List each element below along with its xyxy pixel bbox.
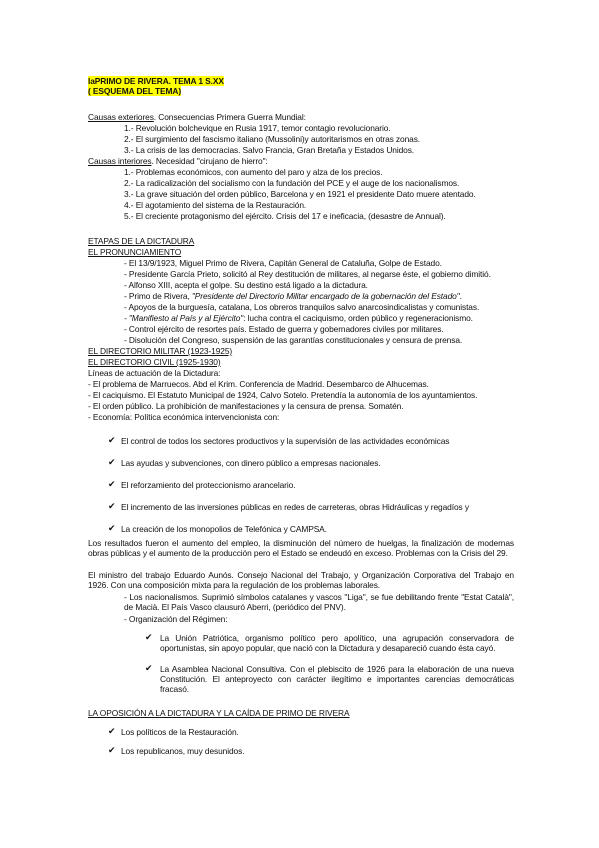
actuacion-item: - El problema de Marruecos. Abd el Krim. Conferencia de Madrid. Desembarco de Alhucemas.: [88, 379, 429, 389]
doc-title: laPRIMO DE RIVERA. TEMA 1 S.XX: [88, 76, 224, 86]
causa-ext-item: 2.- El surgimiento del fascismo italiano (Mussolini)y autoritarismos en otras zonas.: [124, 134, 421, 144]
check-icon: ✔: [108, 479, 116, 489]
causa-int-item: 1.- Problemas económicos, con aumento del paro y alza de los precios.: [124, 167, 383, 177]
check-icon: ✔: [108, 523, 116, 533]
economia-check-item: El incremento de las inversiones públicas en redes de carreteras, obras Hidráulicas y regadíos y: [121, 502, 469, 512]
ministro-paragraph: El ministro del trabajo Eduardo Aunós. Consejo Nacional del Trabajo, y Organización Corporativa del Trabajo en 1926. Con una composición mixta para la regulación de los problemas laborales.: [88, 570, 514, 590]
causa-int-item: 2.- La radicalización del socialismo con la fundación del PCE y el auge de los nacionalismos.: [124, 178, 460, 188]
check-icon: ✔: [108, 726, 116, 736]
oposicion-check-item: Los políticos de la Restauración.: [121, 727, 239, 737]
oposicion-check-item: Los republicanos, muy desunidos.: [121, 746, 245, 756]
check-icon: ✔: [108, 457, 116, 467]
regimen-check-item: La Unión Patriótica, organismo político pero apolítico, una agrupación conservadora de oportunistas, sin apoyo popular, que nació con la Dictadura y desapareció cuando ésta cayó.: [160, 633, 514, 653]
lineas-actuacion: Líneas de actuación de la Dictadura:: [88, 368, 221, 378]
actuacion-item: - El orden público. La prohibición de manifestaciones y la censura de prensa. Somatén.: [88, 401, 404, 411]
causa-int-item: 4.- El agotamiento del sistema de la Restauración.: [124, 200, 307, 210]
pronunciamiento-item: - Presidente García Prieto, solicitó al Rey destitución de militares, al negarse éste, el gobierno dimitió.: [124, 269, 491, 279]
pronunciamiento-item: - El 13/9/1923, Miguel Primo de Rivera, Capitán General de Cataluña, Golpe de Estado.: [124, 258, 442, 268]
pronunciamiento-item-manifiesto: - "Manifiesto al País y al Ejército": lucha contra el caciquismo, orden público y regeneracionismo.: [124, 313, 473, 323]
pronunciamiento-heading: EL PRONUNCIAMIENTO: [88, 247, 182, 257]
check-icon: ✔: [108, 435, 116, 445]
check-icon: ✔: [145, 632, 153, 642]
check-icon: ✔: [108, 501, 116, 511]
causa-ext-item: 1.- Revolución bolchevique en Rusia 1917, temor contagio revolucionario.: [124, 123, 391, 133]
doc-subtitle: ( ESQUEMA DEL TEMA): [88, 86, 182, 96]
directorio-militar-heading: EL DIRECTORIO MILITAR (1923-1925): [88, 346, 233, 356]
directorio-civil-heading: EL DIRECTORIO CIVIL (1925-1930): [88, 357, 221, 367]
causa-ext-item: 3.- La crisis de las democracias. Salvo Francia, Gran Bretaña y Estados Unidos.: [124, 145, 415, 155]
actuacion-item: - El caciquismo. El Estatuto Municipal de 1924, Calvo Sotelo. Pretendía la autonomía de los ayuntamientos.: [88, 390, 478, 400]
regimen-check-item: La Asamblea Nacional Consultiva. Con el plebiscito de 1926 para la elaboración de una nueva Constitución. El anteproyecto con carácter ilegítimo e importantes carencias democráticas fracasó.: [160, 664, 514, 694]
economia-check-item: La creación de los monopolios de Telefónica y CAMPSA.: [121, 524, 327, 534]
resultados-paragraph: Los resultados fueron el aumento del empleo, la disminución del número de huelgas, la finalización de modernas obras públicas y el aumento de la producción pero el Estado se endeudó en exceso. Problemas con la Crisis del 29.: [88, 538, 514, 558]
economia-check-item: El reforzamiento del proteccionismo arancelario.: [121, 480, 296, 490]
actuacion-item: - Economía: Política económica intervencionista con:: [88, 412, 280, 422]
etapas-heading: ETAPAS DE LA DICTADURA: [88, 236, 195, 246]
pronunciamiento-item: - Apoyos de la burguesía, catalana, Los obreros tranquilos salvo anarcosindicalistas y comunistas.: [124, 302, 480, 312]
pronunciamiento-item: - Control ejército de resortes país. Estado de guerra y gobernadores civiles por militares.: [124, 324, 444, 334]
oposicion-heading: LA OPOSICIÓN A LA DICTADURA Y LA CAÍDA DE PRIMO DE RIVERA: [88, 708, 350, 718]
nacionalismos-paragraph: - Los nacionalismos. Suprimió símbolos catalanes y vascos "Liga", se fue debilitando frente "Estat Català", de Macià. El País Vasco clausuró Aberri, (periódico del PNV).: [124, 592, 514, 612]
economia-check-item: El control de todos los sectores productivos y la supervisión de las actividades económicas: [121, 436, 450, 446]
causas-interiores-heading: Causas interiores. Necesidad "cirujano de hierro":: [88, 156, 268, 166]
organizacion-regimen: - Organización del Régimen:: [124, 614, 228, 624]
check-icon: ✔: [108, 745, 116, 755]
pronunciamiento-item-primo: - Primo de Rivera, "Presidente del Directorio Militar encargado de la gobernación del Estado".: [124, 291, 462, 301]
causas-exteriores-heading: Causas exteriores. Consecuencias Primera Guerra Mundial:: [88, 112, 306, 122]
pronunciamiento-item: - Alfonso XIII, acepta el golpe. Su destino está ligado a la dictadura.: [124, 280, 368, 290]
pronunciamiento-item: - Disolución del Congreso, suspensión de las garantías constitucionales y censura de prensa.: [124, 335, 463, 345]
check-icon: ✔: [145, 663, 153, 673]
causa-int-item: 5.- El creciente protagonismo del ejército. Crisis del 17 e ineficacia, (desastre de Annual).: [124, 211, 446, 221]
causa-int-item: 3.- La grave situación del orden público, Barcelona y en 1921 el presidente Dato muere atentado.: [124, 189, 476, 199]
economia-check-item: Las ayudas y subvenciones, con dinero público a empresas nacionales.: [121, 458, 381, 468]
